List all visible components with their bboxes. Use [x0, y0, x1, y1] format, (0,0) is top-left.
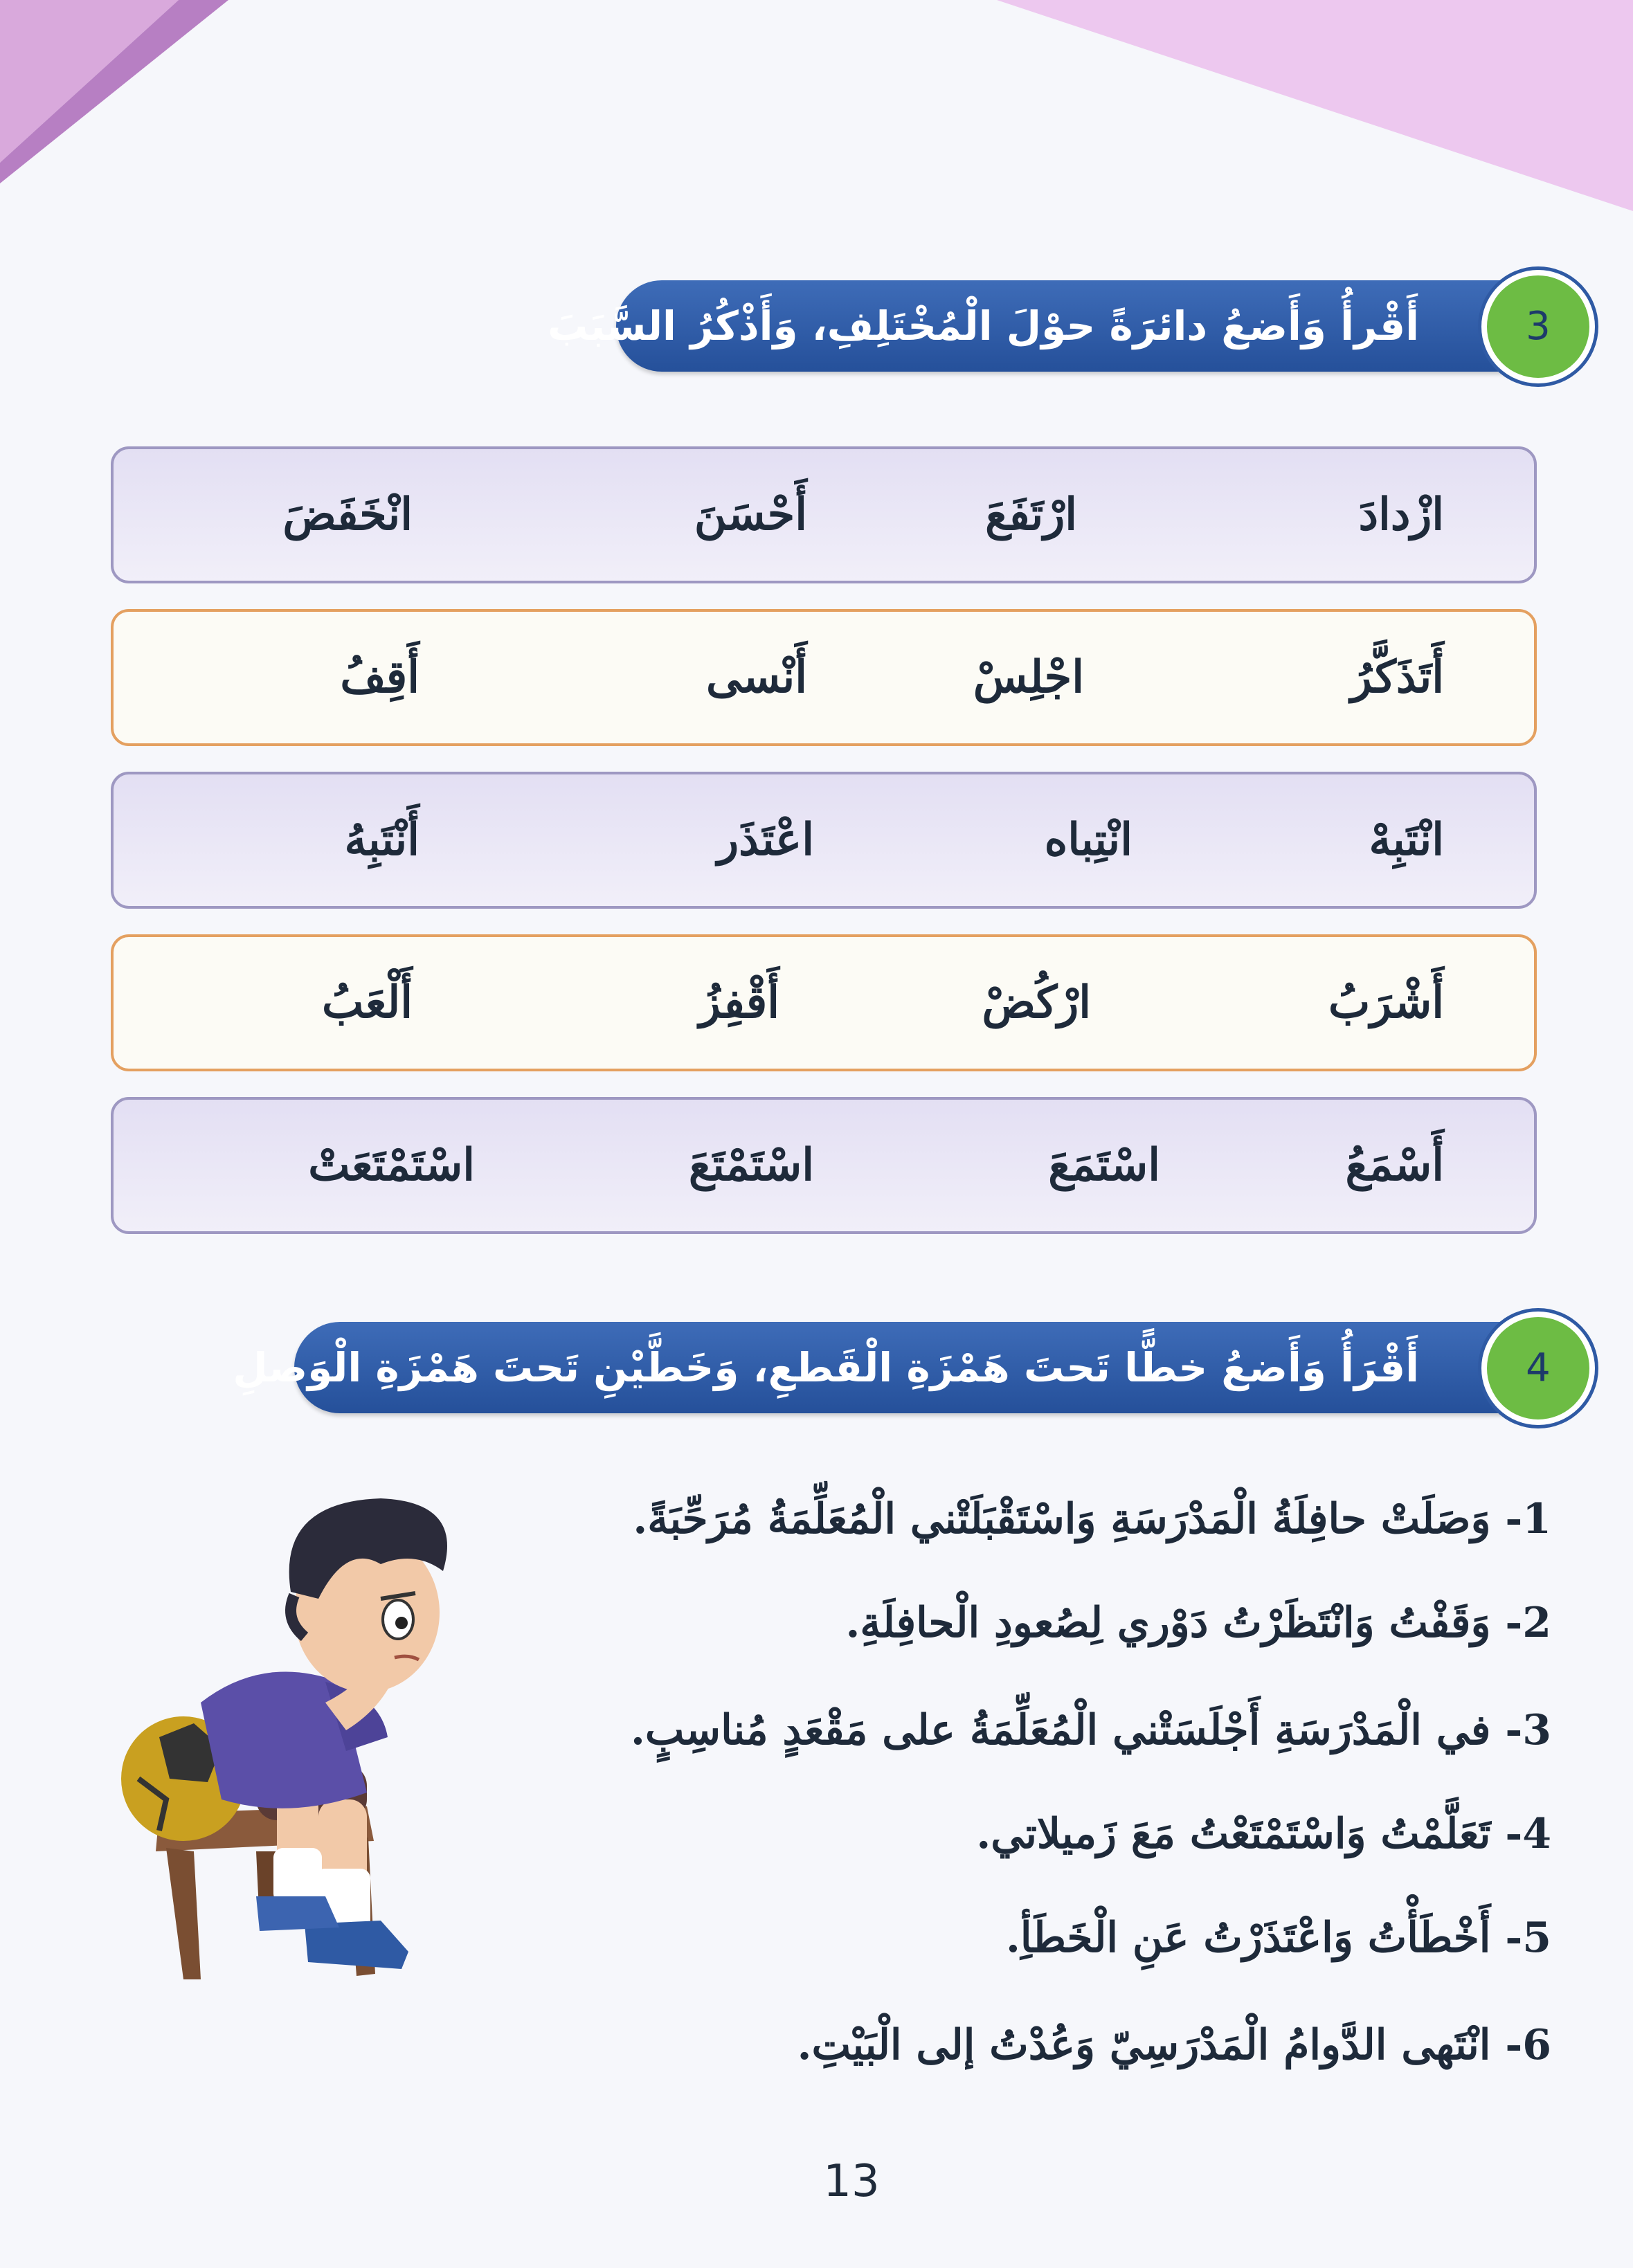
exercise-3-number: 3: [1481, 270, 1595, 383]
word[interactable]: ازْدادَ: [1358, 489, 1444, 541]
word-row-1: [111, 446, 1537, 583]
word-row-3: [111, 772, 1537, 909]
word-row-5: [111, 1097, 1537, 1234]
exercise-3-title: أَقْرأُ وَأَضعُ دائرَةً حوْلَ الْمُخْتَلِفِ، وَأَذْكُرُ السَّبَبَ: [548, 302, 1419, 350]
word[interactable]: أَقِفُ: [340, 651, 419, 703]
sentence-5[interactable]: 5- أَخْطَأْتُ وَاعْتَذَرْتُ عَنِ الْخَطَأِ.: [1006, 1914, 1551, 1962]
word[interactable]: أَسْمَعُ: [1345, 1139, 1444, 1191]
word[interactable]: انْتِباه: [1044, 814, 1133, 866]
sentence-2[interactable]: 2- وَقَفْتُ وَانْتَظَرْتُ دَوْري لِصُعودِ الْحافِلَةِ.: [845, 1599, 1551, 1647]
word[interactable]: أَنْسى: [705, 651, 807, 703]
word[interactable]: ارْكُضْ: [982, 977, 1091, 1028]
word[interactable]: أَحْسَنَ: [694, 489, 807, 541]
word[interactable]: أَقْفِزُ: [698, 977, 779, 1028]
exercise-4-header: [233, 1322, 1551, 1413]
word[interactable]: اسْتَمْتَعَ: [688, 1139, 814, 1191]
exercise-4-title: أَقْرَأُ وَأَضعُ خطًّا تَحتَ هَمْزَةِ الْقَطعِ، وَخَطَّيْنِ تَحتَ هَمْزَةِ الْوَصلِ: [233, 1344, 1419, 1391]
exercise-3-header: [548, 280, 1551, 372]
pink-corner-decoration: [0, 0, 1633, 228]
word[interactable]: أَلْعَبُ: [322, 977, 413, 1028]
word[interactable]: انْخَفَضَ: [282, 489, 413, 541]
word[interactable]: أَنْتَبِهُ: [344, 814, 419, 866]
word[interactable]: اجْلِسْ: [973, 651, 1084, 703]
sentence-3[interactable]: 3- في الْمَدْرَسَةِ أَجْلَسَتْني الْمُعَلِّمَةُ على مَقْعَدٍ مُناسِبٍ.: [631, 1706, 1551, 1754]
sentence-4[interactable]: 4- تَعَلَّمْتُ وَاسْتَمْتَعْتُ مَعَ زَميلاتي.: [976, 1810, 1551, 1858]
word[interactable]: ارْتَفَعَ: [985, 489, 1077, 541]
sentence-6[interactable]: 6- انْتَهى الدَّوامُ الْمَدْرَسِيّ وَعُدْتُ إلى الْبَيْتِ.: [797, 2021, 1551, 2069]
word[interactable]: اسْتَمْتَعَتْ: [308, 1139, 475, 1191]
word[interactable]: أَتَذَكَّرُ: [1351, 651, 1444, 703]
word-row-2: [111, 609, 1537, 746]
boy-with-ball-illustration: [118, 1474, 519, 1993]
word[interactable]: انْتَبِهْ: [1369, 814, 1444, 866]
exercise-4-number: 4: [1481, 1312, 1595, 1425]
word[interactable]: اسْتَمَعَ: [1048, 1139, 1160, 1191]
word[interactable]: أَشْرَبُ: [1328, 977, 1444, 1028]
sentence-1[interactable]: 1- وَصَلَتْ حافِلَةُ الْمَدْرَسَةِ وَاسْتَقْبَلَتْني الْمُعَلِّمَةُ مُرَحِّبَةً.: [633, 1495, 1551, 1543]
word-row-4: [111, 934, 1537, 1071]
word[interactable]: اعْتَذَر: [717, 814, 814, 866]
page-number: 13: [823, 2156, 880, 2207]
